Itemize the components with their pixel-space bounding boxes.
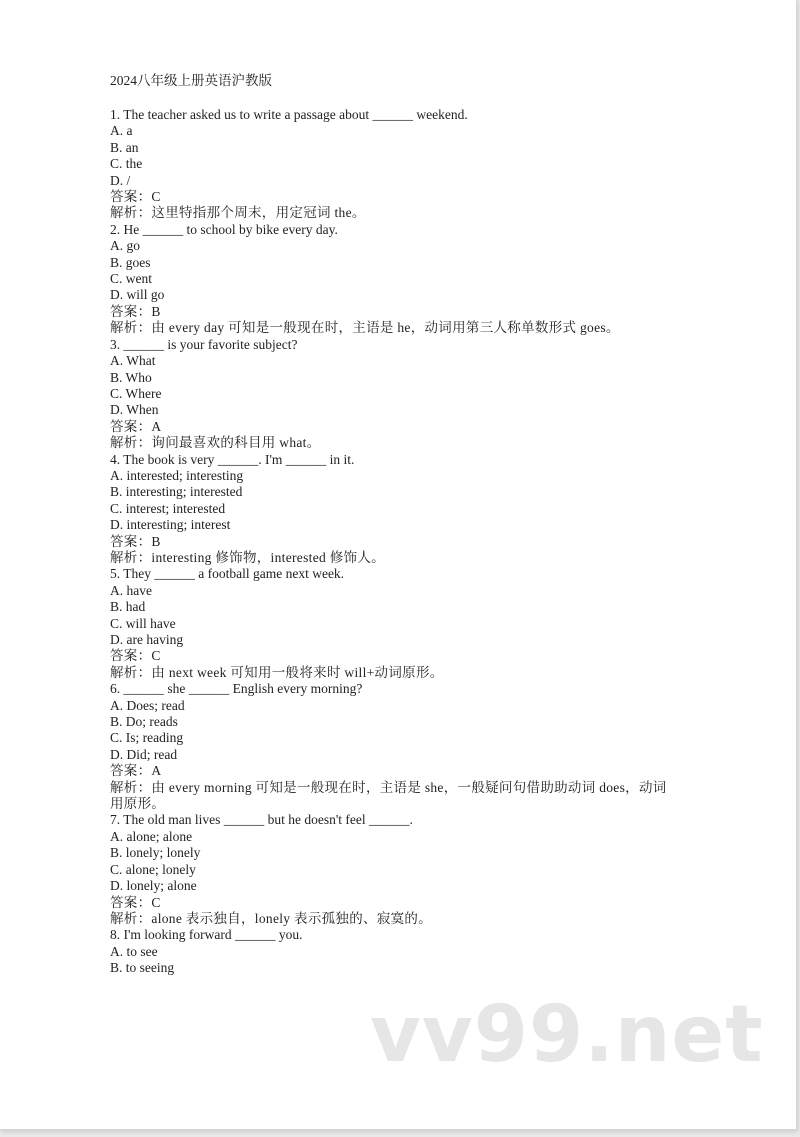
watermark: vv99.net <box>370 990 764 1080</box>
answer-option: D. lonely; alone <box>110 878 197 894</box>
explanation: 解析：这里特指那个周末，用定冠词 the。 <box>110 205 366 221</box>
answer-option: C. Where <box>110 385 162 401</box>
question-list <box>110 107 690 977</box>
answer-option: C. alone; lonely <box>110 861 196 877</box>
answer-option: A. Does; read <box>110 697 185 713</box>
answer-key: 答案：B <box>110 533 161 549</box>
answer-option: A. have <box>110 582 152 598</box>
answer-option: B. Who <box>110 369 152 385</box>
answer-option: D. interesting; interest <box>110 517 231 533</box>
answer-option: A. interested; interesting <box>110 467 244 483</box>
question-stem: 5. They ______ a football game next week. <box>110 566 345 582</box>
question-block <box>110 107 690 222</box>
document-content <box>110 72 690 977</box>
answer-key: 答案：A <box>110 763 162 779</box>
answer-option: D. / <box>110 172 131 188</box>
answer-key: 答案：C <box>110 894 161 910</box>
question-block <box>110 222 690 337</box>
answer-option: D. will go <box>110 287 165 303</box>
answer-option: C. Is; reading <box>110 730 184 746</box>
explanation: 解析：由 every day 可知是一般现在时，主语是 he，动词用第三人称单数形式 goes。 <box>110 320 620 336</box>
explanation: 解析：询问最喜欢的科目用 what。 <box>110 435 321 451</box>
question-stem: 8. I'm looking forward ______ you. <box>110 927 303 943</box>
answer-option: A. What <box>110 353 156 369</box>
answer-option: B. an <box>110 139 139 155</box>
answer-option: A. go <box>110 238 140 254</box>
answer-option: D. are having <box>110 632 184 647</box>
explanation: 解析：由 next week 可知用一般将来时 will+动词原形。 <box>110 664 444 680</box>
question-block <box>110 337 690 452</box>
answer-option: A. to see <box>110 943 158 959</box>
explanation: 解析：alone 表示独自，lonely 表示孤独的、寂寞的。 <box>110 910 433 926</box>
answer-option: A. a <box>110 123 133 139</box>
answer-option: B. interesting; interested <box>110 484 243 500</box>
answer-option: B. lonely; lonely <box>110 845 201 861</box>
question-stem: 7. The old man lives ______ but he doesn't feel ______. <box>110 812 413 828</box>
question-block <box>110 927 690 976</box>
answer-option: B. Do; reads <box>110 714 178 730</box>
answer-option: B. had <box>110 599 146 615</box>
question-block <box>110 681 690 812</box>
question-block <box>110 812 690 927</box>
answer-option: D. Did; read <box>110 746 178 762</box>
document-title: 2024八年级上册英语沪教版 <box>110 73 272 88</box>
answer-key: 答案：B <box>110 303 161 319</box>
answer-option: C. went <box>110 271 152 287</box>
question-stem: 4. The book is very ______. I'm ______ in it. <box>110 451 355 467</box>
question-block <box>110 566 690 681</box>
explanation: 解析：由 every morning 可知是一般现在时，主语是 she，一般疑问句借助助动词 does，动词 <box>110 779 667 795</box>
answer-option: B. goes <box>110 254 151 270</box>
question-stem: 3. ______ is your favorite subject? <box>110 336 298 352</box>
answer-option: C. will have <box>110 615 176 631</box>
question-stem: 2. He ______ to school by bike every day. <box>110 221 338 237</box>
answer-option: C. the <box>110 156 143 172</box>
answer-key: 答案：A <box>110 418 162 434</box>
answer-option: A. alone; alone <box>110 828 193 844</box>
explanation-continued: 用原形。 <box>110 796 166 812</box>
answer-option: D. When <box>110 402 159 418</box>
answer-option: C. interest; interested <box>110 500 226 516</box>
question-block <box>110 452 690 567</box>
question-stem: 6. ______ she ______ English every morning? <box>110 681 363 697</box>
answer-key: 答案：C <box>110 648 161 664</box>
explanation: 解析：interesting 修饰物，interested 修饰人。 <box>110 549 385 565</box>
answer-option: B. to seeing <box>110 960 175 976</box>
question-stem: 1. The teacher asked us to write a passage about ______ weekend. <box>110 107 468 122</box>
answer-key: 答案：C <box>110 189 161 205</box>
